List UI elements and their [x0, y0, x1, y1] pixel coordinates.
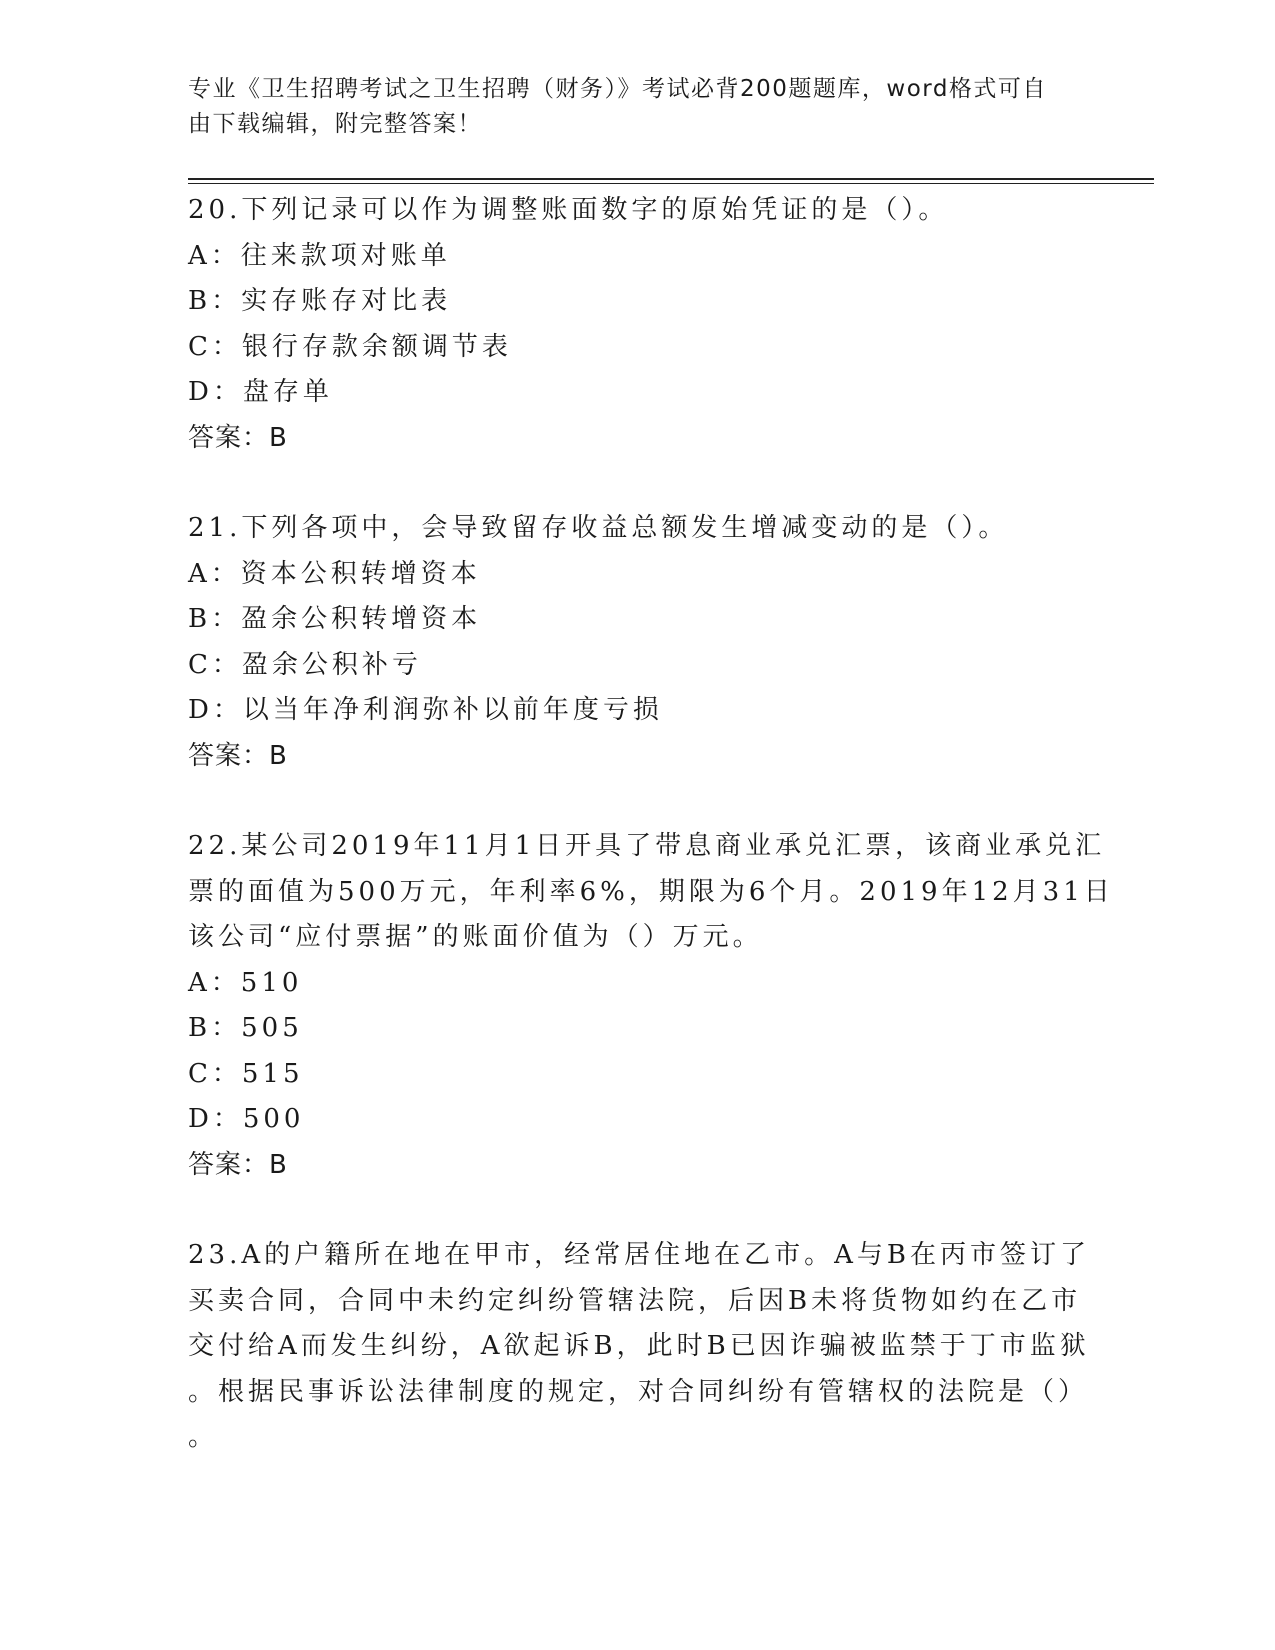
header-line-1: 专业《卫生招聘考试之卫生招聘（财务）》考试必背200题题库，word格式可自: [188, 76, 1047, 102]
option-d: D：盘存单: [188, 377, 333, 407]
question-spacer: [188, 461, 1088, 506]
option-d: D：以当年净利润弥补以前年度亏损: [188, 695, 663, 725]
question-stem-line-2: 票的面值为500万元，年利率6%，期限为6个月。2019年12月31日: [188, 876, 1114, 907]
question-20: [188, 188, 1088, 461]
question-stem-line-5: 。: [188, 1422, 219, 1452]
question-stem-line-1: 23.A的户籍所在地在甲市，经常居住地在乙市。A与B在丙市签订了: [188, 1240, 1091, 1270]
question-22: [188, 824, 1114, 1188]
question-list: [188, 188, 1114, 1461]
question-stem-line-1: 22.某公司2019年11月1日开具了带息商业承兑汇票，该商业承兑汇: [188, 831, 1106, 861]
question-stem-line-4: 。根据民事诉讼法律制度的规定，对合同纠纷有管辖权的法院是（）: [188, 1376, 1089, 1407]
option-d: D：500: [188, 1104, 305, 1134]
answer: 答案：B: [188, 740, 288, 771]
option-b: B：505: [188, 1013, 303, 1043]
question-21: [188, 506, 1088, 779]
option-c: C：银行存款余额调节表: [188, 331, 512, 362]
question-stem: 20.下列记录可以作为调整账面数字的原始凭证的是（）。: [188, 195, 949, 225]
answer: 答案：B: [188, 1149, 288, 1180]
question-stem: 21.下列各项中，会导致留存收益总额发生增减变动的是（）。: [188, 513, 1009, 543]
question-23: [188, 1233, 1091, 1461]
option-a: A：510: [188, 967, 303, 998]
option-b: B：实存账存对比表: [188, 286, 452, 316]
option-c: C：515: [188, 1058, 304, 1089]
option-c: C：盈余公积补亏: [188, 649, 422, 680]
question-stem-line-2: 买卖合同，合同中未约定纠纷管辖法院，后因B未将货物如约在乙市: [188, 1285, 1082, 1316]
question-spacer: [188, 1188, 1088, 1233]
header-divider-thin: [188, 183, 1154, 184]
question-spacer: [188, 779, 1088, 824]
question-stem-line-3: 该公司“应付票据”的账面价值为（）万元。: [188, 922, 763, 952]
option-a: A：往来款项对账单: [188, 240, 451, 271]
document-header: [188, 72, 1068, 142]
option-b: B：盈余公积转增资本: [188, 604, 482, 634]
option-a: A：资本公积转增资本: [188, 558, 481, 589]
header-divider-thick: [188, 178, 1154, 180]
question-stem-line-3: 交付给A而发生纠纷，A欲起诉B，此时B已因诈骗被监禁于丁市监狱: [188, 1331, 1090, 1361]
header-line-2: 由下载编辑，附完整答案！: [188, 111, 482, 137]
answer: 答案：B: [188, 422, 288, 453]
